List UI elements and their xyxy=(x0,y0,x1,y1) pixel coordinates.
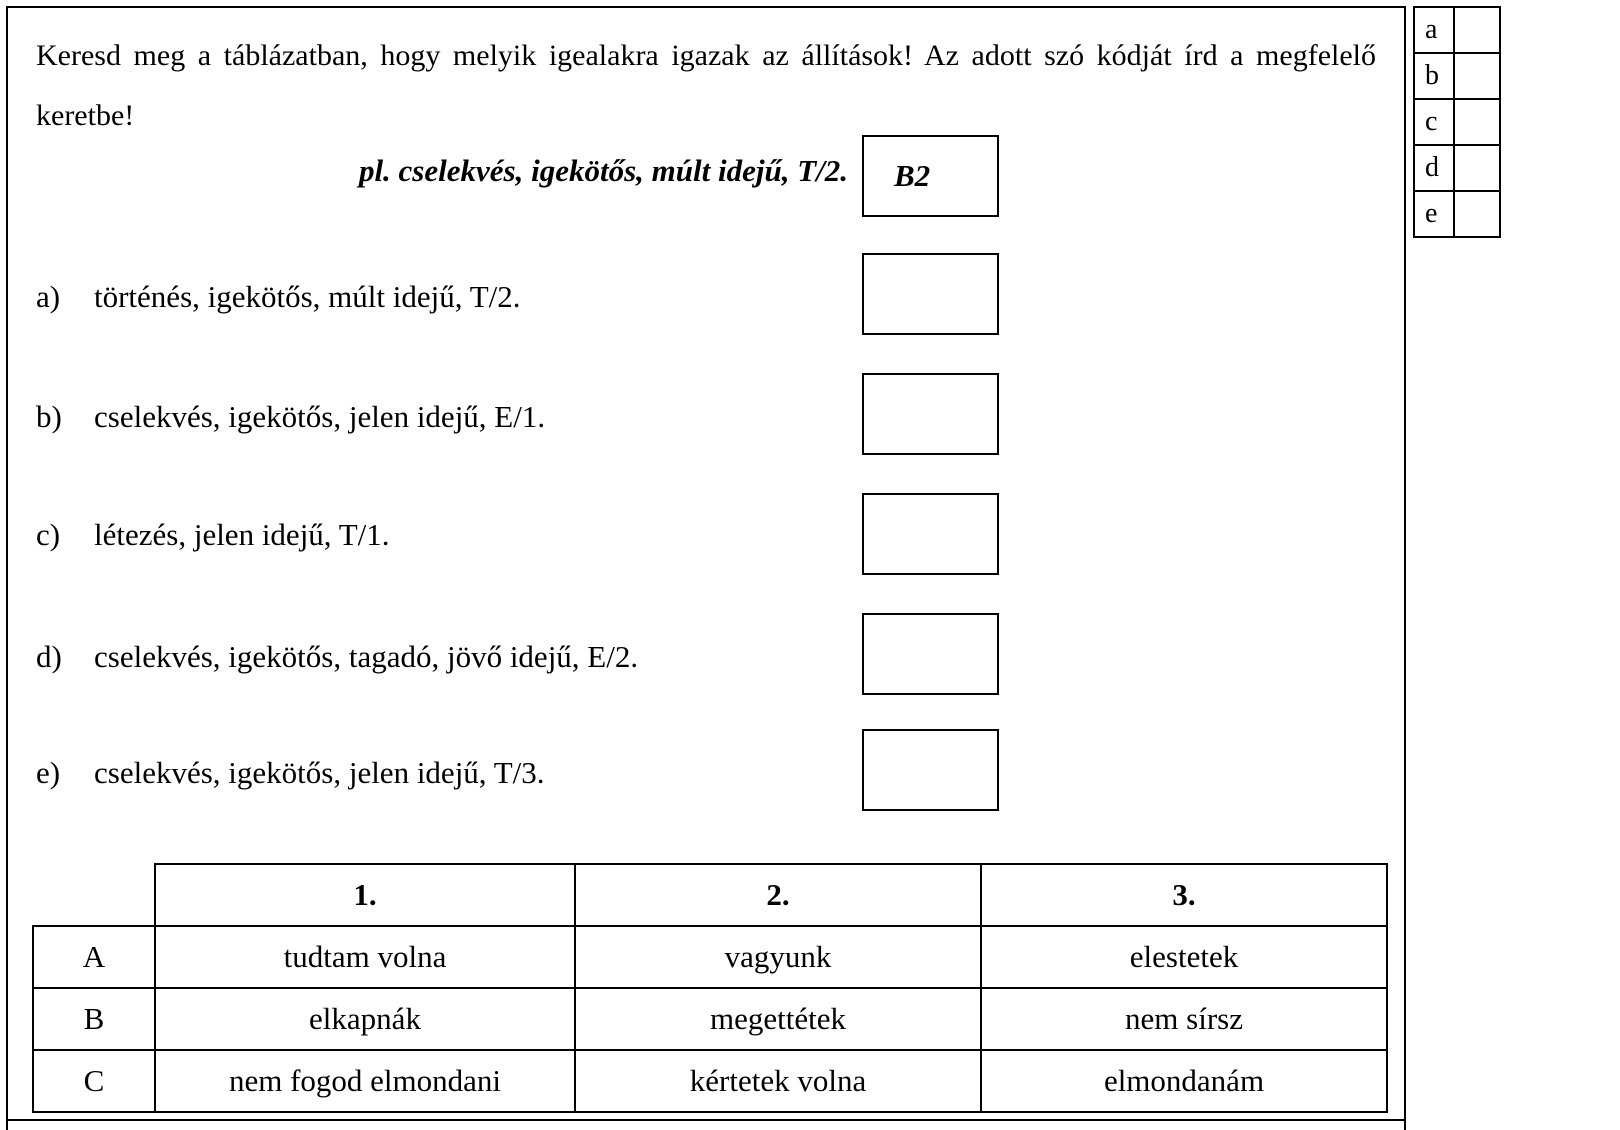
item-b xyxy=(36,397,545,437)
score-cell-b[interactable] xyxy=(1454,53,1500,99)
answer-box-e[interactable] xyxy=(862,729,999,811)
table-cell: tudtam volna xyxy=(155,926,575,988)
corner-cell xyxy=(33,864,155,926)
item-text: cselekvés, igekötős, jelen idejű, T/3. xyxy=(94,755,545,790)
verb-forms-table xyxy=(32,863,1388,1113)
table-cell: elestetek xyxy=(981,926,1387,988)
row-label: A xyxy=(33,926,155,988)
row-label: C xyxy=(33,1050,155,1112)
score-label: c xyxy=(1414,99,1454,145)
item-text: cselekvés, igekötős, jelen idejű, E/1. xyxy=(94,399,546,434)
table-row xyxy=(33,1050,1387,1112)
item-text: létezés, jelen idejű, T/1. xyxy=(94,517,390,552)
score-row xyxy=(1414,53,1500,99)
score-row xyxy=(1414,99,1500,145)
table-cell: elkapnák xyxy=(155,988,575,1050)
score-cell-e[interactable] xyxy=(1454,191,1500,237)
table-cell: nem fogod elmondani xyxy=(155,1050,575,1112)
answer-box-c[interactable] xyxy=(862,493,999,575)
score-label: b xyxy=(1414,53,1454,99)
table-row xyxy=(33,926,1387,988)
row-label: B xyxy=(33,988,155,1050)
table-header-row xyxy=(33,864,1387,926)
table-cell: elmondanám xyxy=(981,1050,1387,1112)
bottom-divider xyxy=(6,1119,1406,1121)
score-cell-a[interactable] xyxy=(1454,7,1500,53)
item-text: cselekvés, igekötős, tagadó, jövő idejű, E/2. xyxy=(94,639,639,674)
score-row xyxy=(1414,145,1500,191)
item-letter: c) xyxy=(36,517,61,552)
item-text: történés, igekötős, múlt idejű, T/2. xyxy=(94,279,521,314)
example-description: pl. cselekvés, igekötős, múlt idejű, T/2. xyxy=(358,153,848,188)
table-cell: vagyunk xyxy=(575,926,981,988)
table-cell: kértetek volna xyxy=(575,1050,981,1112)
item-d xyxy=(36,637,638,677)
score-label: a xyxy=(1414,7,1454,53)
instruction-text: Keresd meg a táblázatban, hogy melyik igealakra igazak az állítások! Az adott szó kódját írd a megfelelő keretbe! xyxy=(36,39,1376,132)
item-letter: d) xyxy=(36,639,62,674)
table-row xyxy=(33,988,1387,1050)
item-letter: b) xyxy=(36,399,62,434)
score-row xyxy=(1414,191,1500,237)
answer-box-a[interactable] xyxy=(862,253,999,335)
score-label: e xyxy=(1414,191,1454,237)
item-a xyxy=(36,277,521,317)
score-cell-c[interactable] xyxy=(1454,99,1500,145)
item-letter: e) xyxy=(36,755,61,790)
table-cell: nem sírsz xyxy=(981,988,1387,1050)
column-header: 3. xyxy=(981,864,1387,926)
score-cell-d[interactable] xyxy=(1454,145,1500,191)
answer-box-b[interactable] xyxy=(862,373,999,455)
answer-box-d[interactable] xyxy=(862,613,999,695)
column-header: 1. xyxy=(155,864,575,926)
example-answer-box: B2 xyxy=(862,135,999,217)
score-label: d xyxy=(1414,145,1454,191)
column-header: 2. xyxy=(575,864,981,926)
table-cell: megettétek xyxy=(575,988,981,1050)
item-letter: a) xyxy=(36,279,61,314)
score-row xyxy=(1414,7,1500,53)
score-table xyxy=(1413,6,1501,238)
item-e xyxy=(36,753,545,793)
item-c xyxy=(36,515,390,555)
